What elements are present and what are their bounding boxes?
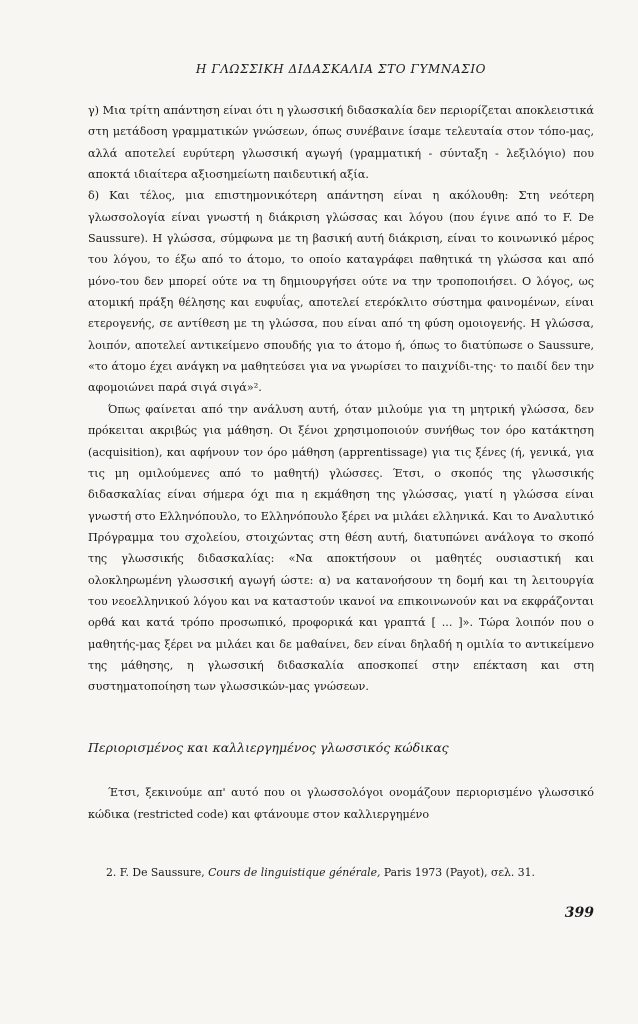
paragraph-analysis: Όπως φαίνεται από την ανάλυση αυτή, όταν μιλούμε για τη μητρική γλώσσα, δεν πρόκειται ακριβώς για μάθηση. Οι ξένοι χρησιμοποιούν συνήθως τον όρο κατάκτηση (acquisition), και αφήνουν τον όρο μάθηση (apprentissage) για τις ξένες (ή, γενικά, για τις μη ομιλούμενες από το μαθητή) γλώσσες. Έτσι, ο σκοπός της γλωσσικής διδασκαλίας είναι σήμερα όχι πια η εκμάθηση της γλώσσας, γιατί η γλώσσα είναι γνωστή στο Ελληνόπουλο, το Ελληνόπουλο ξέρει να μιλάει ελληνικά. Και το Αναλυτικό Πρόγραμμα του σχολείου, στοιχώντας στη θέση αυτή, διατυπώνει ανάλογα το σκοπό της γλωσσικής διδασκαλίας: «Να αποκτήσουν οι μαθητές ουσιαστική και ολοκληρωμένη γλωσσική αγωγή ώστε: α) να κατανοήσουν τη δομή και τη λειτουργία του νεοελληνικού λόγου και να καταστούν ικανοί να επικοινωνούν και να εκφράζονται ορθά και κατά τρόπο προσωπικό, προφορικά και γραπτά [ ... ]». Τώρα λοιπόν που ο μαθητής-μας ξέρει να μιλάει και δε μαθαίνει, δεν είναι δηλαδή η ομιλία το αντικείμενο της μάθησης, η γλωσσική διδασκαλία αποσκοπεί στην επέκταση και στη συστηματοποίηση των γλωσσικών-μας γνώσεων. (88, 402, 594, 694)
footnote-number: 2. (106, 866, 117, 879)
page-number: 399 (564, 905, 594, 921)
footnote (88, 866, 594, 879)
paragraph-restricted-code: Έτσι, ξεκινούμε απ' αυτό που οι γλωσσολόγοι ονομάζουν περιορισμένο γλωσσικό κώδικα (restricted code) και φτάνουμε στον καλλιεργημένο (88, 786, 594, 821)
footnote-title: Cours de linguistique générale, (208, 866, 381, 879)
body-text (88, 100, 594, 698)
section-heading: Περιορισμένος και καλλιεργημένος γλωσσικός κώδικας (88, 740, 449, 755)
footnote-author: F. De Saussure, (119, 866, 205, 879)
running-head: Η ΓΛΩΣΣΙΚΗ ΔΙΔΑΣΚΑΛΙΑ ΣΤΟ ΓΥΜΝΑΣΙΟ (195, 62, 487, 76)
footnote-details: Paris 1973 (Payot), σελ. 31. (383, 866, 535, 879)
paragraph-d: δ) Και τέλος, μια επιστημονικότερη απάντηση είναι η ακόλουθη: Στη νεότερη γλωσσολογία είναι γνωστή η διάκριση γλώσσας και λόγου (που έγινε από το F. De Saussure). Η γλώσσα, σύμφωνα με τη βασική αυτή διάκριση, είναι το κοινωνικό μέρος του λόγου, το έξω από το άτομο, το οποίο καταγράφει παθητικά τη γλώσσα και από μόνο-του δεν μπορεί ούτε να τη δημιουργήσει ούτε να την τροποποιήσει. Ο λόγος, ως ατομική πράξη θέλησης και ευφυΐας, αποτελεί ετερόκλιτο σύστημα φαινομένων, είναι ετερογενής, σε αντίθεση με τη γλώσσα, που είναι από τη φύση ομοιογενής. Η γλώσσα, λοιπόν, αποτελεί αντικείμενο σπουδής για το άτομο ή, όπως το διατύπωσε ο Saussure, «το άτομο έχει ανάγκη να μαθητεύσει για να γνωρίσει το παιχνίδι-της· το παιδί δεν την αφομοιώνει παρά σιγά σιγά»². (88, 189, 594, 395)
paragraph-c: γ) Μια τρίτη απάντηση είναι ότι η γλωσσική διδασκαλία δεν περιορίζεται αποκλειστικά στη μετάδοση γραμματικών γνώσεων, όπως συνέβαινε ίσαμε τελευταία στον τόπο-μας, αλλά αποτελεί ευρύτερη γλωσσική αγωγή (γραμματική - σύνταξη - λεξιλόγιο) που αποκτά ιδιαίτερα αξιοσημείωτη παιδευτική αξία. (88, 104, 594, 182)
